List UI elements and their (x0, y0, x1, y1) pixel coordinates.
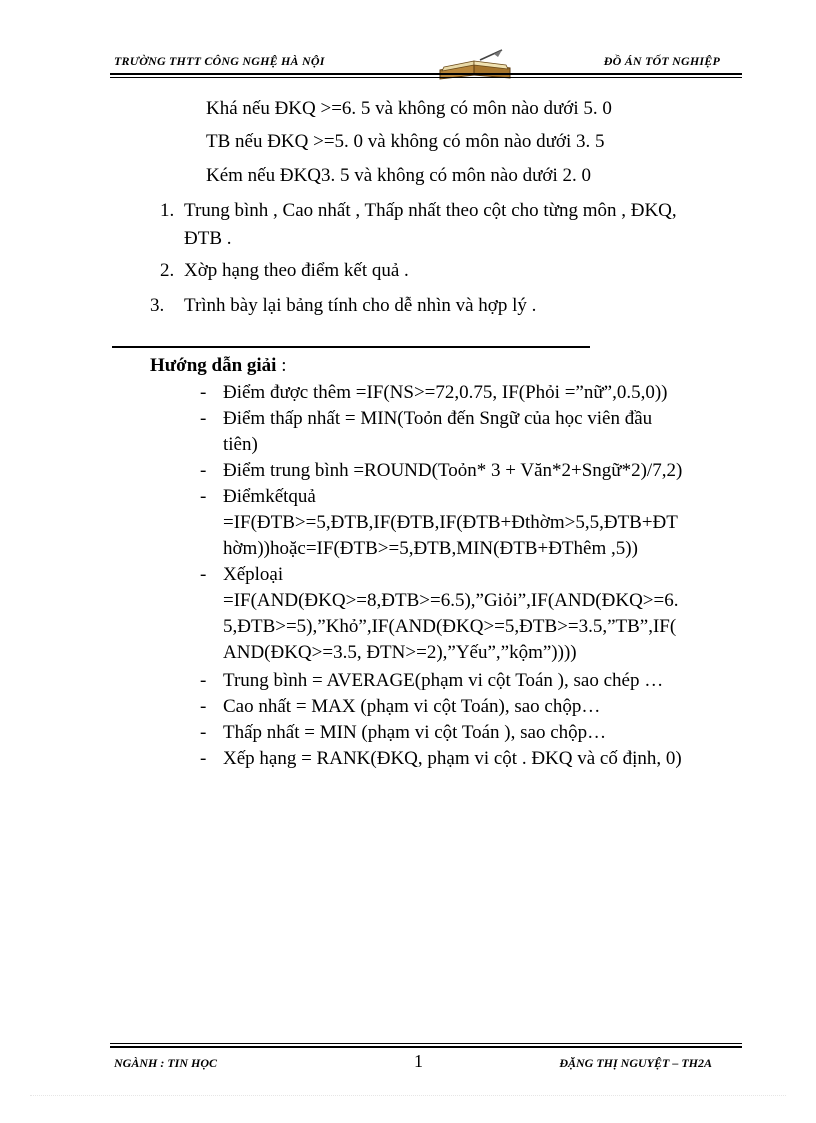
guide-item: Trung bình = AVERAGE(phạm vi cột Toán ), sao chép … (223, 670, 664, 691)
guide-item-cont: =IF(ĐTB>=5,ĐTB,IF(ĐTB,IF(ĐTB+Đthờm>5,5,ĐTB+ĐT (223, 512, 678, 533)
footer-author: ĐẶNG THỊ NGUYỆT – TH2A (559, 1056, 712, 1070)
list-number: 1. (160, 200, 175, 221)
header-title: ĐỒ ÁN TỐT NGHIỆP (603, 54, 720, 68)
header-school: TRƯỜNG THTT CÔNG NGHỆ HÀ NỘI (114, 54, 325, 68)
guide-heading (150, 354, 287, 378)
page-footer (110, 1043, 742, 1083)
bullet-dash: - (200, 460, 207, 481)
section-divider (112, 346, 590, 348)
guide-item: Điểm thấp nhất = MIN(Toỏn đến Sngữ của học viên đầu (223, 408, 653, 429)
criteria-line: Kém nếu ĐKQ3. 5 và không có môn nào dưới 2. 0 (206, 165, 591, 186)
page-edge-dots (30, 1095, 786, 1096)
bullet-dash: - (200, 486, 207, 507)
criteria-line: Khá nếu ĐKQ >=6. 5 và không có môn nào dưới 5. 0 (206, 98, 612, 119)
guide-item: Xếp hạng = RANK(ĐKQ, phạm vi cột . ĐKQ và cố định, 0) (223, 748, 682, 769)
footer-major: NGÀNH : TIN HỌC (114, 1056, 218, 1070)
page-header (110, 48, 742, 82)
bullet-dash: - (200, 382, 207, 403)
header-rule (110, 73, 742, 75)
list-number: 3. (150, 295, 165, 316)
bullet-dash: - (200, 748, 207, 769)
guide-item-cont: AND(ĐKQ>=3.5, ĐTN>=2),”Yếu”,”kộm”)))) (223, 642, 577, 663)
bullet-dash: - (200, 722, 207, 743)
guide-heading-text: Hướng dẫn giải (150, 355, 277, 376)
page-number: 1 (414, 1051, 423, 1071)
header-rule-thin (110, 77, 742, 78)
criteria-line: TB nếu ĐKQ >=5. 0 và không có môn nào dưới 3. 5 (206, 131, 605, 152)
bullet-dash: - (200, 408, 207, 429)
open-book-icon (436, 48, 514, 80)
task-text: Xờp hạng theo điểm kết quả . (184, 260, 409, 281)
footer-rule-thin (110, 1043, 742, 1044)
guide-item: Xếploại (223, 564, 284, 585)
guide-heading-colon: : (276, 355, 287, 376)
bullet-dash: - (200, 670, 207, 691)
list-number: 2. (160, 260, 175, 281)
footer-rule (110, 1046, 742, 1048)
task-text: Trung bình , Cao nhất , Thấp nhất theo cột cho từng môn , ĐKQ, (184, 200, 677, 221)
bullet-dash: - (200, 696, 207, 717)
guide-item-cont: 5,ĐTB>=5),”Khỏ”,IF(AND(ĐKQ>=5,ĐTB>=3.5,”TB”,IF( (223, 616, 677, 637)
task-text: Trình bày lại bảng tính cho dễ nhìn và hợp lý . (184, 295, 537, 316)
guide-item-cont: hờm))hoặc=IF(ĐTB>=5,ĐTB,MIN(ĐTB+ĐThêm ,5)) (223, 538, 638, 559)
guide-item: Điểm trung bình =ROUND(Toỏn* 3 + Văn*2+Sngữ*2)/7,2) (223, 460, 683, 481)
guide-item: Thấp nhất = MIN (phạm vi cột Toán ), sao chộp… (223, 722, 607, 743)
guide-item-cont: =IF(AND(ĐKQ>=8,ĐTB>=6.5),”Giỏi”,IF(AND(ĐKQ>=6. (223, 590, 679, 611)
bullet-dash: - (200, 564, 207, 585)
guide-item: Điểm được thêm =IF(NS>=72,0.75, IF(Phỏi =”nữ”,0.5,0)) (223, 382, 668, 403)
guide-item-cont: tiên) (223, 434, 258, 455)
guide-item: Điểmkếtquả (223, 486, 316, 507)
task-text-cont: ĐTB . (184, 228, 232, 249)
guide-item: Cao nhất = MAX (phạm vi cột Toán), sao chộp… (223, 696, 601, 717)
